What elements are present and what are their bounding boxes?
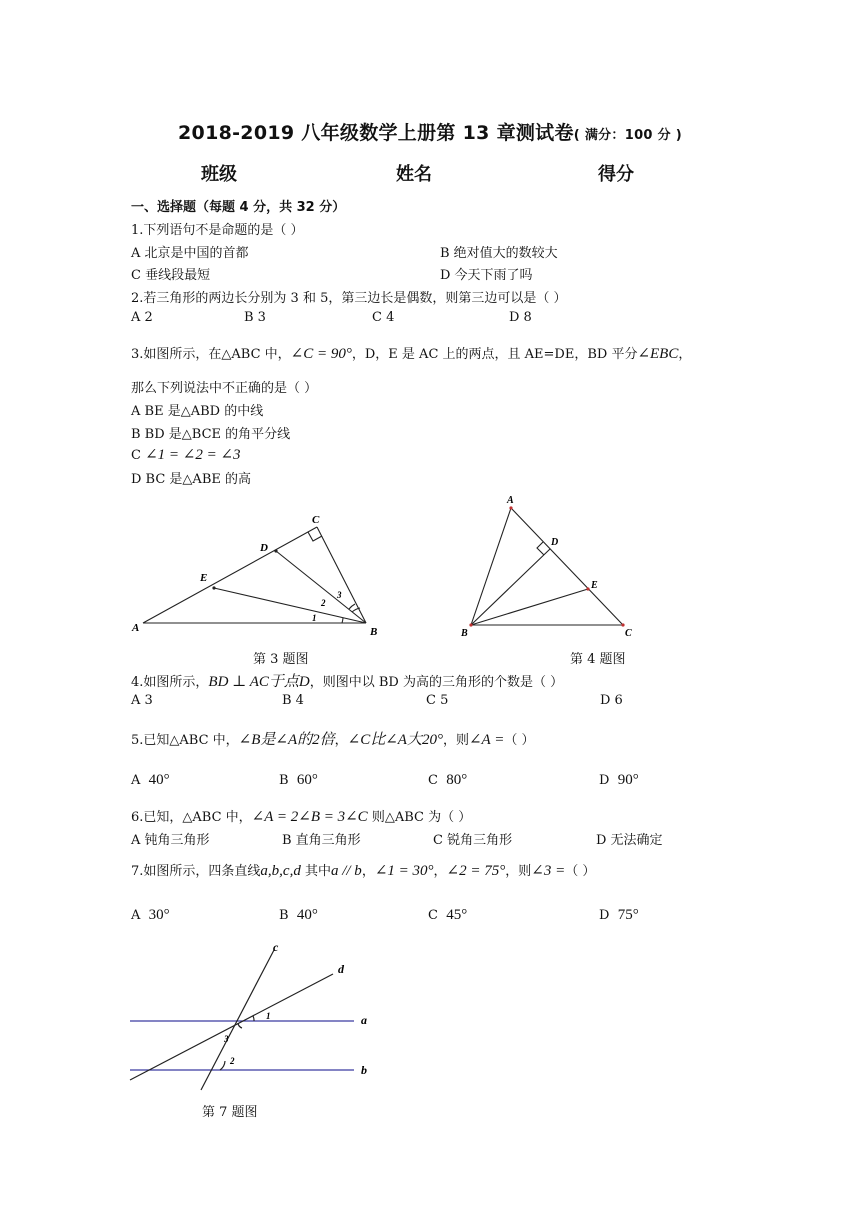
fig4-label-e: E [591,580,598,591]
fig3-label-c: C [312,514,320,526]
fig3-label-e: E [200,572,208,584]
fig3-label-angle1: 1 [312,613,317,623]
q2-option-b: B 3 [244,310,266,325]
fig7-label-a: a [361,1013,367,1027]
fig7-label-d: d [338,962,344,976]
q1-option-d: D 今天下雨了吗 [440,268,533,283]
q5-stem: 5.已知△ABC 中，∠B是∠A的2倍，∠C比∠A大20°，则∠A =（ ） [131,732,535,748]
q5-option-b: B 60° [279,772,318,788]
fig3-label-angle2: 2 [321,598,326,608]
page-title [0,118,860,145]
q3-option-d: D BC 是△ABE 的高 [131,472,251,487]
fig4-label-c: C [625,628,632,639]
q4-option-a: A 3 [131,693,153,708]
q7-option-c: C 45° [428,907,468,923]
fig3-label-a: A [132,622,140,634]
fig3-label-d: D [260,542,268,554]
fig4-label-a: A [507,495,514,506]
fig4-label-b: B [461,628,468,639]
q3-math-angle-c: ∠C = 90° [290,346,352,362]
q5-option-a: A 40° [131,772,170,788]
q3-stem: 3.如图所示，在△ABC 中，∠C = 90°，D，E 是 AC 上的两点，且 AE=DE，BD 平分∠EBC， [131,346,692,362]
score-label: 得分 [598,164,634,185]
class-label: 班级 [201,164,237,185]
fig4-label-d: D [551,537,559,548]
q5-option-d: D 90° [599,772,639,788]
fig7-caption: 第 7 题图 [202,1105,258,1120]
q4-option-d: D 6 [600,693,623,708]
figure-3-triangle [130,505,390,640]
fig3-label-angle3: 3 [337,590,342,600]
q4-stem: 4.如图所示，BD ⊥ AC于点D，则图中以 BD 为高的三角形的个数是（ ） [131,674,564,690]
q5-option-c: C 80° [428,772,468,788]
q3-option-a: A BE 是△ABD 的中线 [131,404,264,419]
q7-option-d: D 75° [599,907,639,923]
score-note: ( 满分：100 分 ) [573,128,682,143]
fig7-label-angle3: 3 [224,1034,229,1044]
fig3-caption: 第 3 题图 [253,652,309,667]
figure-7-lines [126,938,386,1098]
figure-4-triangle [455,493,645,643]
q6-option-d: D 无法确定 [596,833,663,848]
q2-option-d: D 8 [509,310,532,325]
q7-option-b: B 40° [279,907,318,923]
q3-option-b: B BD 是△BCE 的角平分线 [131,427,291,442]
q2-option-a: A 2 [131,310,153,325]
fig7-label-c: c [273,940,279,954]
q6-option-c: C 锐角三角形 [433,833,513,848]
q3-stem-line2: 那么下列说法中不正确的是（ ） [131,381,318,396]
q6-stem: 6.已知，△ABC 中，∠A = 2∠B = 3∠C 则△ABC 为（ ） [131,809,472,825]
q4-math: BD ⊥ AC于点D [208,674,310,690]
line-c [201,950,274,1090]
q1-stem: 1.下列语句不是命题的是（ ） [131,223,304,238]
q6-option-a: A 钝角三角形 [131,833,210,848]
q6-option-b: B 直角三角形 [282,833,361,848]
fig4-caption: 第 4 题图 [570,652,626,667]
section-heading: 一、选择题（每题 4 分，共 32 分） [131,200,346,215]
q7-option-a: A 30° [131,907,170,923]
q2-stem: 2.若三角形的两边长分别为 3 和 5，第三边长是偶数，则第三边可以是（ ） [131,291,567,306]
q7-stem: 7.如图所示，四条直线a,b,c,d 其中a // b，∠1 = 30°，∠2 = 75°，则∠3 =（ ） [131,863,596,879]
q3-option-c: C ∠1 = ∠2 = ∠3 [131,447,241,463]
fig7-label-angle1: 1 [266,1011,271,1021]
q4-option-b: B 4 [282,693,304,708]
q1-option-a: A 北京是中国的首都 [131,246,249,261]
q1-option-c: C 垂线段最短 [131,268,211,283]
fig3-label-b: B [370,626,378,638]
q2-option-c: C 4 [372,310,395,325]
q1-option-b: B 绝对值大的数较大 [440,246,558,261]
fig7-label-angle2: 2 [230,1056,235,1066]
name-label: 姓名 [396,164,432,185]
fig7-label-b: b [361,1063,367,1077]
exam-title: 2018-2019 八年级数学上册第 13 章测试卷 [178,122,574,144]
q4-option-c: C 5 [426,693,449,708]
q3-math-angle-ebc: ∠EBC [637,346,679,362]
